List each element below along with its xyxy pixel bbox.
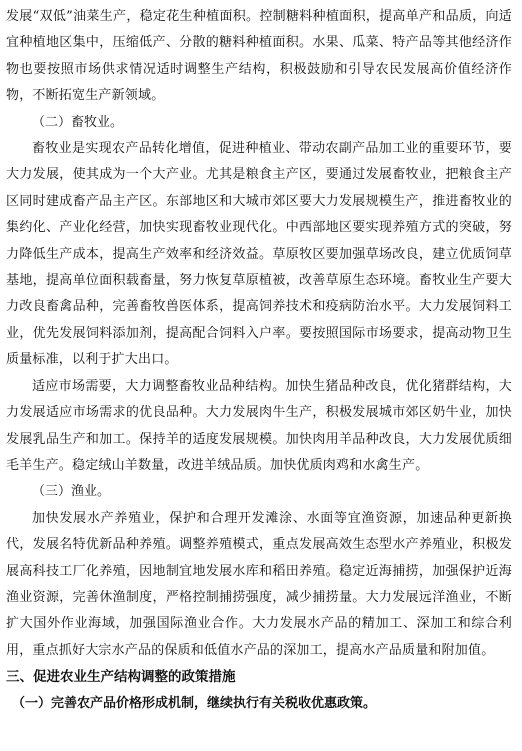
paragraph-economic-crops: 发展“双低”油菜生产，稳定花生种植面积。控制糖料种植面积，提高单产和品质，向适宜种植地区集中，压缩低产、分散的糖料种植面积。水果、瓜菜、特产品等其他经济作物也要按照市场供求情况适时调整生产结构，积极鼓励和引导农民发展高价值经济作物，不断拓宽生产新领域。 (6, 9, 512, 104)
paragraph-fishery: 加快发展水产养殖业，保护和合理开发滩涂、水面等宜渔资源，加速品种更新换代，发展名特优新品种养殖。调整养殖模式，重点发展高效生态型水产养殖业，积极发展高科技工厂化养殖，因地制宜地发展水库和稻田养殖。稳定近海捕捞，加强保护近海渔业资源，完善休渔制度，严格控制捕捞强度，减少捕捞量。大力发展远洋渔业，不断扩大国外作业海域，加强国际渔业合作。大力发展水产品的精加工、深加工和综合利用，重点抓好大宗水产品的保质和低值水产品的深加工，提高水产品质量和附加值。 (6, 510, 512, 658)
subheading-livestock: （二）畜牧业。 (32, 114, 124, 130)
paragraph-livestock-overview: 畜牧业是实现农产品转化增值，促进种植业、带动农副产品加工业的重要环节，要大力发展，使其成为一个大产业。尤其是粮食主产区，要通过发展畜牧业，把粮食主产区同时建成畜产品主产区。东部地区和大城市郊区要大力发展规模生产，推进畜牧业的集约化、产业化经营，加快实现畜牧业现代化。中西部地区要实现养殖方式的突破，努力降低生产成本，提高生产效率和经济效益。草原牧区要加强草场改良，建立优质饲草基地，提高单位面积载畜量，努力恢复草原植被，改善草原生态环境。畜牧业生产要大力改良畜禽品种，完善畜牧兽医体系，提高饲养技术和疫病防治水平。大力发展饲料工业，优先发展饲料添加剂，提高配合饲料入户率。要按照国际市场要求，提高动物卫生质量标准，以利于扩大出口。 (6, 141, 512, 368)
section-heading-policy: 三、促进农业生产结构调整的政策措施 (6, 669, 236, 686)
paragraph-livestock-varieties: 适应市场需要，大力调整畜牧业品种结构。加快生猪品种改良，优化猪群结构，大力发展适应市场需求的优良品种。大力发展肉牛生产，积极发展城市郊区奶牛业，加快发展乳品生产和加工。保持羊的适度发展规模。加快肉用羊品种改良，大力发展优质细毛羊生产。稳定绒山羊数量，改进羊绒品质。加快优质肉鸡和水禽生产。 (6, 378, 512, 473)
policy-item-price-mechanism: （一）完善农产品价格形成机制，继续执行有关税收优惠政策。 (12, 695, 377, 711)
subheading-fishery: （三）渔业。 (32, 484, 111, 500)
